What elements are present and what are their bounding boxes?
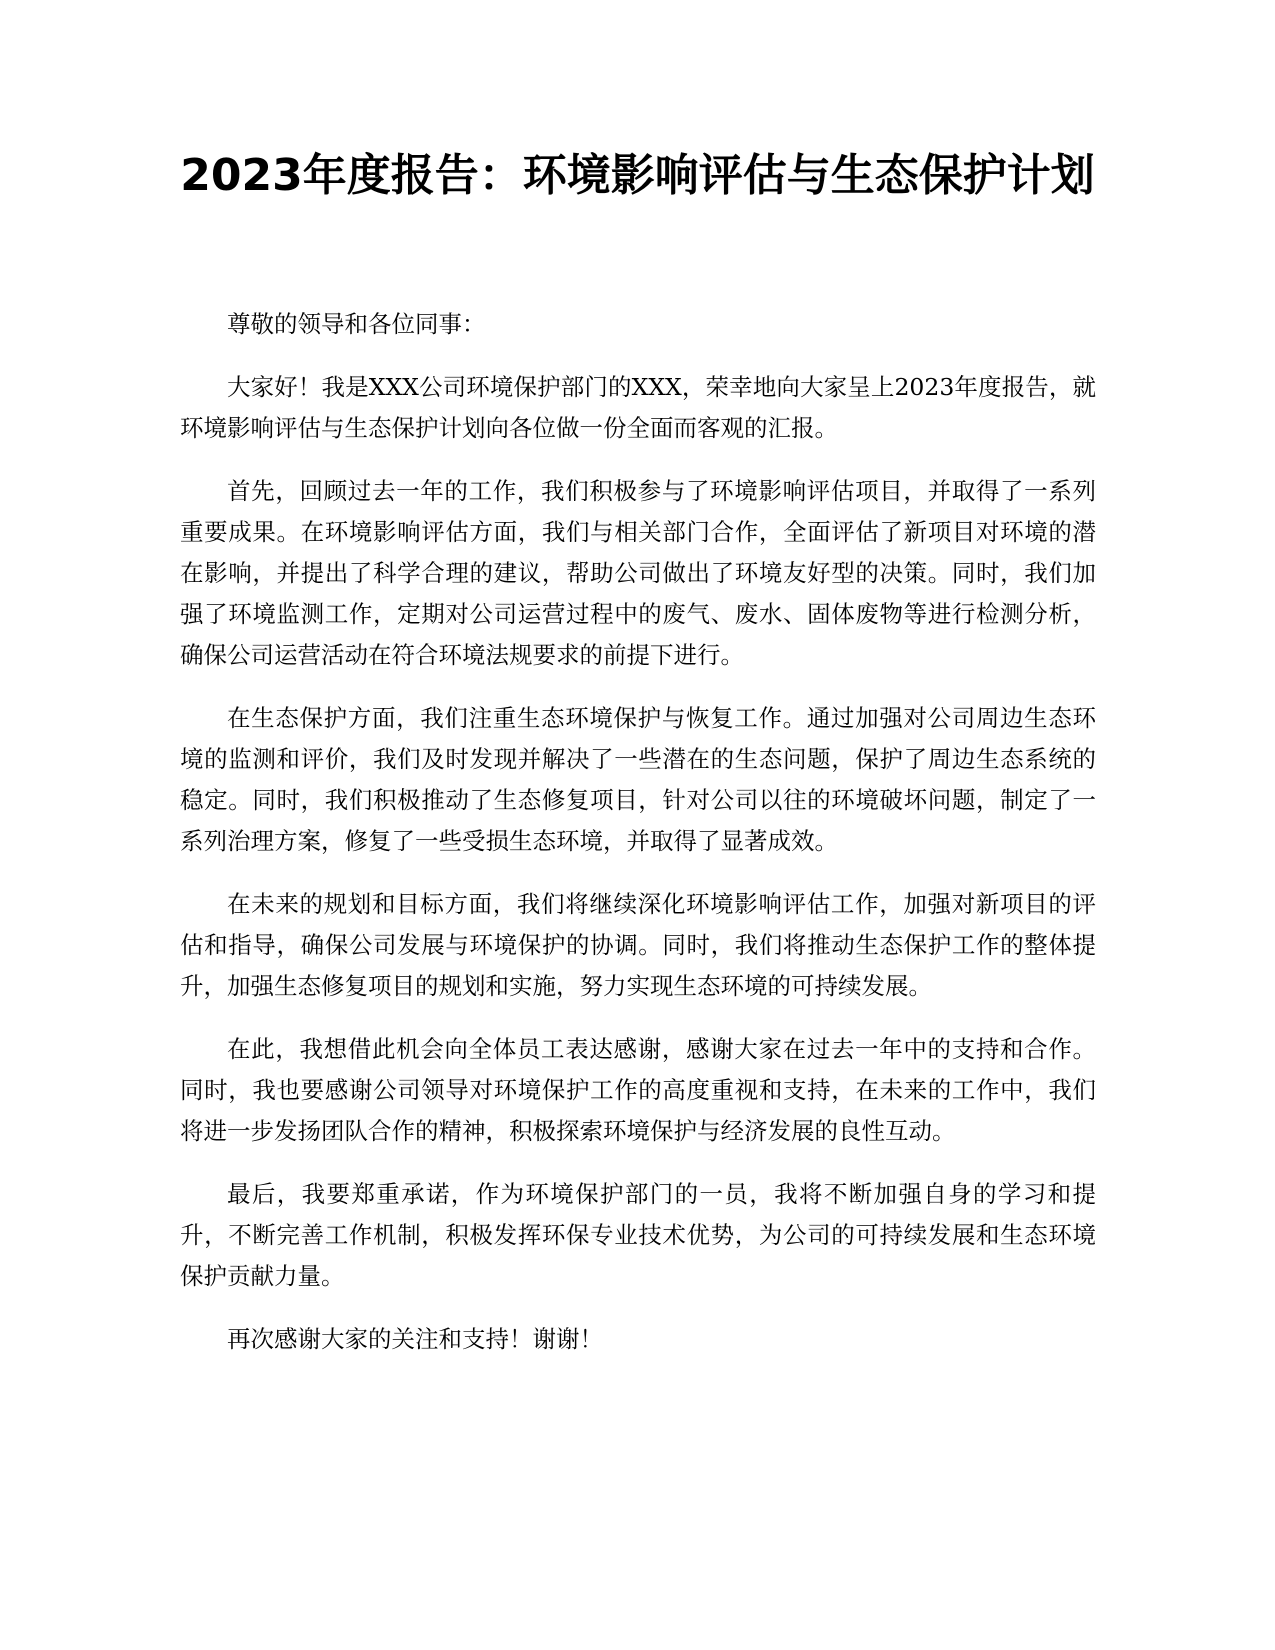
paragraph-assessment-review: 首先，回顾过去一年的工作，我们积极参与了环境影响评估项目，并取得了一系列重要成果。在环境影响评估方面，我们与相关部门合作，全面评估了新项目对环境的潜在影响，并提出了科学合理的建议，帮助公司做出了环境友好型的决策。同时，我们加强了环境监测工作，定期对公司运营过程中的废气、废水、固体废物等进行检测分析，确保公司运营活动在符合环境法规要求的前提下进行。	[180, 477, 1096, 669]
paragraph-introduction: 大家好！我是XXX公司环境保护部门的XXX，荣幸地向大家呈上2023年度报告，就环境影响评估与生态保护计划向各位做一份全面而客观的汇报。	[180, 373, 1096, 442]
paragraph-commitment: 最后，我要郑重承诺，作为环境保护部门的一员，我将不断加强自身的学习和提升，不断完善工作机制，积极发挥环保专业技术优势，为公司的可持续发展和生态环境保护贡献力量。	[180, 1180, 1096, 1290]
paragraph-acknowledgements: 在此，我想借此机会向全体员工表达感谢，感谢大家在过去一年中的支持和合作。同时，我也要感谢公司领导对环境保护工作的高度重视和支持，在未来的工作中，我们将进一步发扬团队合作的精神，积极探索环境保护与经济发展的良性互动。	[180, 1035, 1096, 1145]
paragraph-salutation: 尊敬的领导和各位同事：	[227, 310, 486, 338]
document-body	[180, 304, 1096, 1382]
paragraph-future-plans: 在未来的规划和目标方面，我们将继续深化环境影响评估工作，加强对新项目的评估和指导，确保公司发展与环境保护的协调。同时，我们将推动生态保护工作的整体提升，加强生态修复项目的规划和实施，努力实现生态环境的可持续发展。	[180, 890, 1096, 1000]
paragraph-ecological-protection: 在生态保护方面，我们注重生态环境保护与恢复工作。通过加强对公司周边生态环境的监测和评价，我们及时发现并解决了一些潜在的生态问题，保护了周边生态系统的稳定。同时，我们积极推动了生态修复项目，针对公司以往的环境破坏问题，制定了一系列治理方案，修复了一些受损生态环境，并取得了显著成效。	[180, 704, 1096, 855]
paragraph-closing: 再次感谢大家的关注和支持！谢谢！	[227, 1325, 603, 1353]
document-title: 2023年度报告：环境影响评估与生态保护计划	[180, 150, 1095, 201]
